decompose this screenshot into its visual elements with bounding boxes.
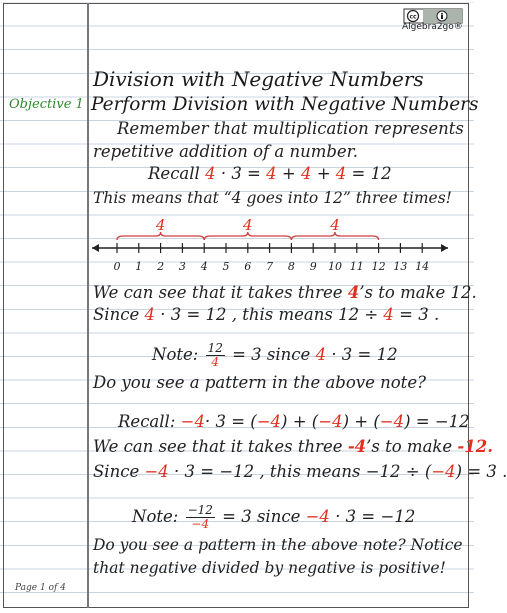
see1-b: 4 [347,283,360,302]
recall2-g: −4 [379,412,405,431]
tick-label: 12 [371,260,386,273]
recall2-c: −4 [256,412,282,431]
see-line-2 [93,437,493,456]
tick-label: 8 [287,260,295,273]
tick-label: 10 [328,260,342,273]
see2-c: ’s to make [366,437,453,456]
note2-fraction [186,504,215,531]
brand-name: Algebra2go® [402,22,463,32]
recall1-f: + [316,164,331,183]
since1-e: = 3 . [399,305,440,324]
recall2-h: ) = −12 [404,412,470,431]
tick-label: 9 [309,260,317,273]
tick-label: 2 [157,260,165,273]
recall1-g: 4 [335,164,347,183]
since2-e: ) = 3 . [455,462,507,481]
since2-d: −4 [431,462,456,481]
since1-c: · 3 = 12 , this means 12 ÷ [160,305,379,324]
see2-d: -12. [457,437,493,456]
jump-label: 4 [243,216,253,234]
tick-label: 1 [135,260,143,273]
tick-label: 11 [349,260,364,273]
recall1-b: · 3 = [220,164,261,183]
recall2-label: Recall: [118,412,176,431]
since-line-2 [93,462,507,481]
note1-b: 4 [315,345,327,364]
recall-2 [118,412,470,431]
left-arrow-icon [92,244,99,252]
tick-label: 7 [266,260,274,273]
remember-line-1: Remember that multiplication represents [117,119,464,138]
note2-b: −4 [305,507,330,526]
objective-label: Objective 1 [9,97,84,112]
tick-label: 3 [178,260,186,273]
since2-a: Since [93,462,140,481]
recall2-e: −4 [318,412,343,431]
jump-label: 4 [155,216,166,234]
since-line-1 [93,305,439,324]
note1-fraction [206,342,225,369]
tick-label: 0 [113,260,121,273]
recall-1 [148,164,392,183]
tick-label: 4 [200,260,208,273]
tick-label: 6 [244,260,252,273]
note1-c: · 3 = 12 [331,345,398,364]
recall1-d: + [281,164,296,183]
see2-a: We can see that it takes three [93,437,343,456]
objective-heading: Perform Division with Negative Numbers [91,94,479,115]
recall1-a: 4 [205,164,216,183]
right-arrow-icon [441,244,448,252]
means-line-1: This means that “4 goes into 12” three times! [93,189,452,207]
note2-a: = 3 since [222,507,301,526]
since2-c: · 3 = −12 , this means −12 ÷ ( [174,462,432,481]
recall2-d: ) + ( [281,412,319,431]
note2-numerator: −12 [187,503,213,517]
page-title: Division with Negative Numbers [93,67,424,91]
recall2-f: ) + ( [342,412,380,431]
tick-label: 13 [393,260,408,273]
recall-label: Recall [148,164,200,183]
note2-label: Note: [132,507,179,526]
see1-c: ’s to make 12. [359,283,477,302]
note1-numerator: 12 [207,341,223,355]
since1-b: 4 [144,305,155,324]
recall1-e: 4 [300,164,312,183]
since2-b: −4 [144,462,169,481]
see2-b: -4 [347,437,367,456]
pattern-line-2: Do you see a pattern in the above note? Notice [93,536,463,554]
recall1-c: 4 [266,164,277,183]
tick-label: 5 [222,260,230,273]
recall2-a: −4 [180,412,205,431]
note2-c: · 3 = −12 [335,507,416,526]
note1-label: Note: [152,345,199,364]
jump-label: 4 [330,216,340,234]
pattern-line-1: Do you see a pattern in the above note? [93,373,426,392]
see1-a: We can see that it takes three [93,283,343,302]
recall1-h: = 12 [351,164,392,183]
remember-line-2: repetitive addition of a number. [93,142,358,161]
note1-denominator: 4 [211,355,220,369]
note1-a: = 3 since [232,345,311,364]
page-number: Page 1 of 4 [15,583,66,593]
see-line-1 [93,283,477,302]
note-2 [132,504,415,531]
margin-line [87,3,89,608]
number-line [88,212,458,276]
recall2-b: · 3 = ( [204,412,257,431]
tick-label: 14 [415,260,430,273]
note-1 [152,342,398,369]
note2-denominator: −4 [191,517,210,531]
since1-a: Since [93,305,140,324]
cc-license-badge [404,8,462,32]
since1-d: 4 [383,305,394,324]
conclusion-line: that negative divided by negative is positive! [93,559,446,577]
svg-text:cc: cc [409,13,417,21]
cc-by-icon [404,9,462,23]
